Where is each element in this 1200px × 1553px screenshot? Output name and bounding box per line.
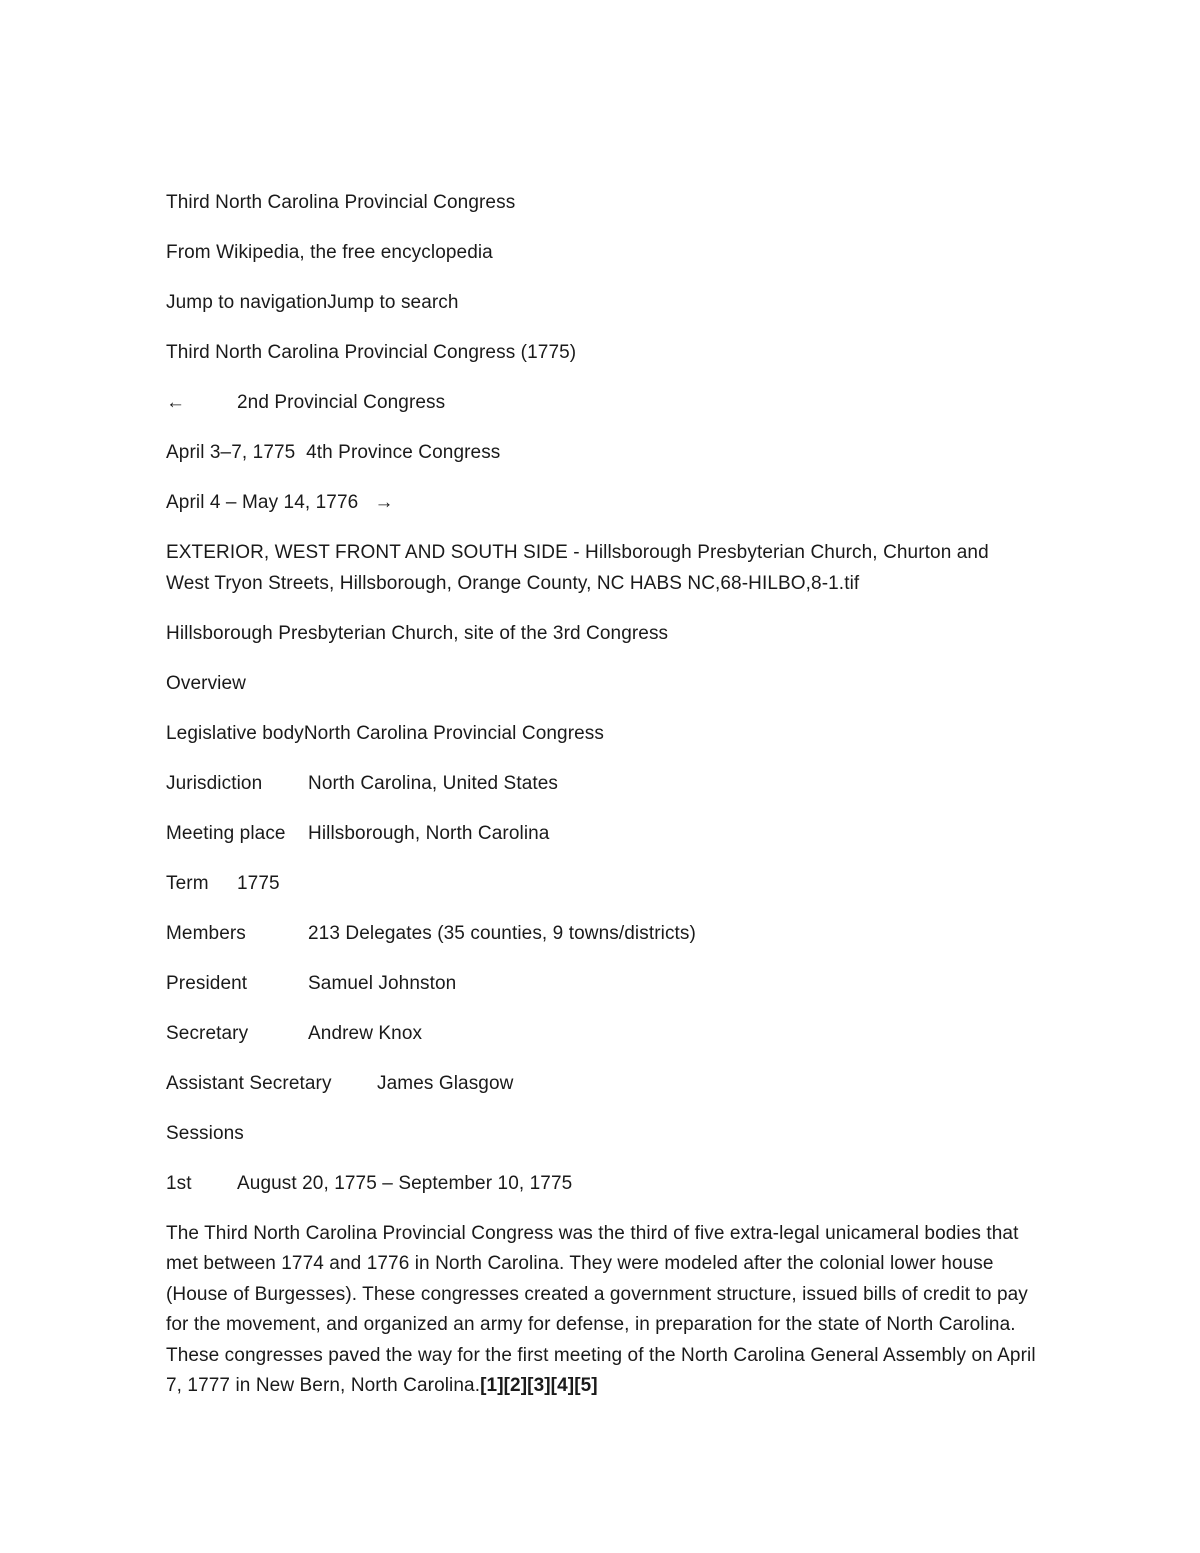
secretary-label: Secretary: [166, 1022, 249, 1044]
assistant-secretary-value[interactable]: James Glasgow: [377, 1072, 514, 1094]
session-first-value: August 20, 1775 – September 10, 1775: [237, 1172, 573, 1194]
president-row: [166, 969, 1036, 1000]
next-congress-dates: April 4 – May 14, 1776: [166, 492, 359, 513]
document-page: [166, 188, 1036, 1402]
image-file-caption: EXTERIOR, WEST FRONT AND SOUTH SIDE - Hillsborough Presbyterian Church, Churton and West Tryon Streets, Hillsborough, Orange County, NC HABS NC,68-HILBO,8-1.tif: [166, 542, 989, 594]
left-arrow-icon[interactable]: ←: [166, 392, 186, 413]
legislative-body-row: [166, 719, 1036, 750]
next-congress-label[interactable]: 4th Province Congress: [306, 442, 501, 463]
dates-row: [166, 438, 1036, 469]
jurisdiction-label: Jurisdiction: [166, 772, 263, 794]
secretary-value[interactable]: Andrew Knox: [308, 1022, 423, 1044]
article-title: Third North Carolina Provincial Congress: [166, 192, 516, 213]
president-value[interactable]: Samuel Johnston: [308, 972, 457, 994]
meeting-place-value[interactable]: Hillsborough, North Carolina: [308, 822, 550, 844]
right-arrow-icon[interactable]: →: [374, 492, 394, 513]
secretary-row: [166, 1019, 1036, 1050]
session-first-row: [166, 1169, 1036, 1200]
body-text: The Third North Carolina Provincial Congress was the third of five extra-legal unicameral bodies that met between 1774 and 1776 in North Carolina. They were modeled after the colonial lower house (House of Burgesses). These congresses created a government structure, issued bills of credit to pay for the movement, and organized an army for defense, in preparation for the state of North Carolina. These congresses paved the way for the first meeting of the North Carolina General Assembly on April 7, 1777 in New Bern, North Carolina.: [166, 1222, 1036, 1396]
previous-congress-label[interactable]: 2nd Provincial Congress: [237, 392, 446, 413]
overview-heading: Overview: [166, 672, 246, 694]
term-value: 1775: [237, 872, 280, 894]
members-row: [166, 919, 1036, 950]
members-label: Members: [166, 922, 246, 944]
assistant-secretary-label: Assistant Secretary: [166, 1072, 332, 1094]
jurisdiction-value[interactable]: North Carolina, United States: [308, 772, 559, 794]
legislative-body-label: Legislative body: [166, 722, 304, 744]
reference-links[interactable]: [1][2][3][4][5]: [480, 1375, 598, 1396]
infobox-title: Third North Carolina Provincial Congress (1775): [166, 342, 577, 363]
meeting-place-label: Meeting place: [166, 822, 286, 844]
sessions-heading: Sessions: [166, 1122, 244, 1144]
members-value: 213 Delegates (35 counties, 9 towns/districts): [308, 922, 696, 944]
previous-congress-row: [166, 388, 1036, 419]
image-caption: Hillsborough Presbyterian Church, site of the 3rd Congress: [166, 622, 669, 644]
president-label: President: [166, 972, 248, 994]
next-dates-row: [166, 488, 1036, 519]
term-label: Term: [166, 872, 209, 894]
body-paragraph: [166, 1219, 1036, 1402]
source-line: From Wikipedia, the free encyclopedia: [166, 242, 493, 263]
assistant-secretary-row: [166, 1069, 1036, 1100]
term-row: [166, 869, 1036, 900]
previous-congress-dates: April 3–7, 1775: [166, 442, 296, 463]
meeting-place-row: [166, 819, 1036, 850]
session-first-label: 1st: [166, 1172, 192, 1194]
jurisdiction-row: [166, 769, 1036, 800]
legislative-body-value[interactable]: North Carolina Provincial Congress: [303, 722, 604, 744]
jump-links[interactable]: Jump to navigationJump to search: [166, 292, 459, 313]
